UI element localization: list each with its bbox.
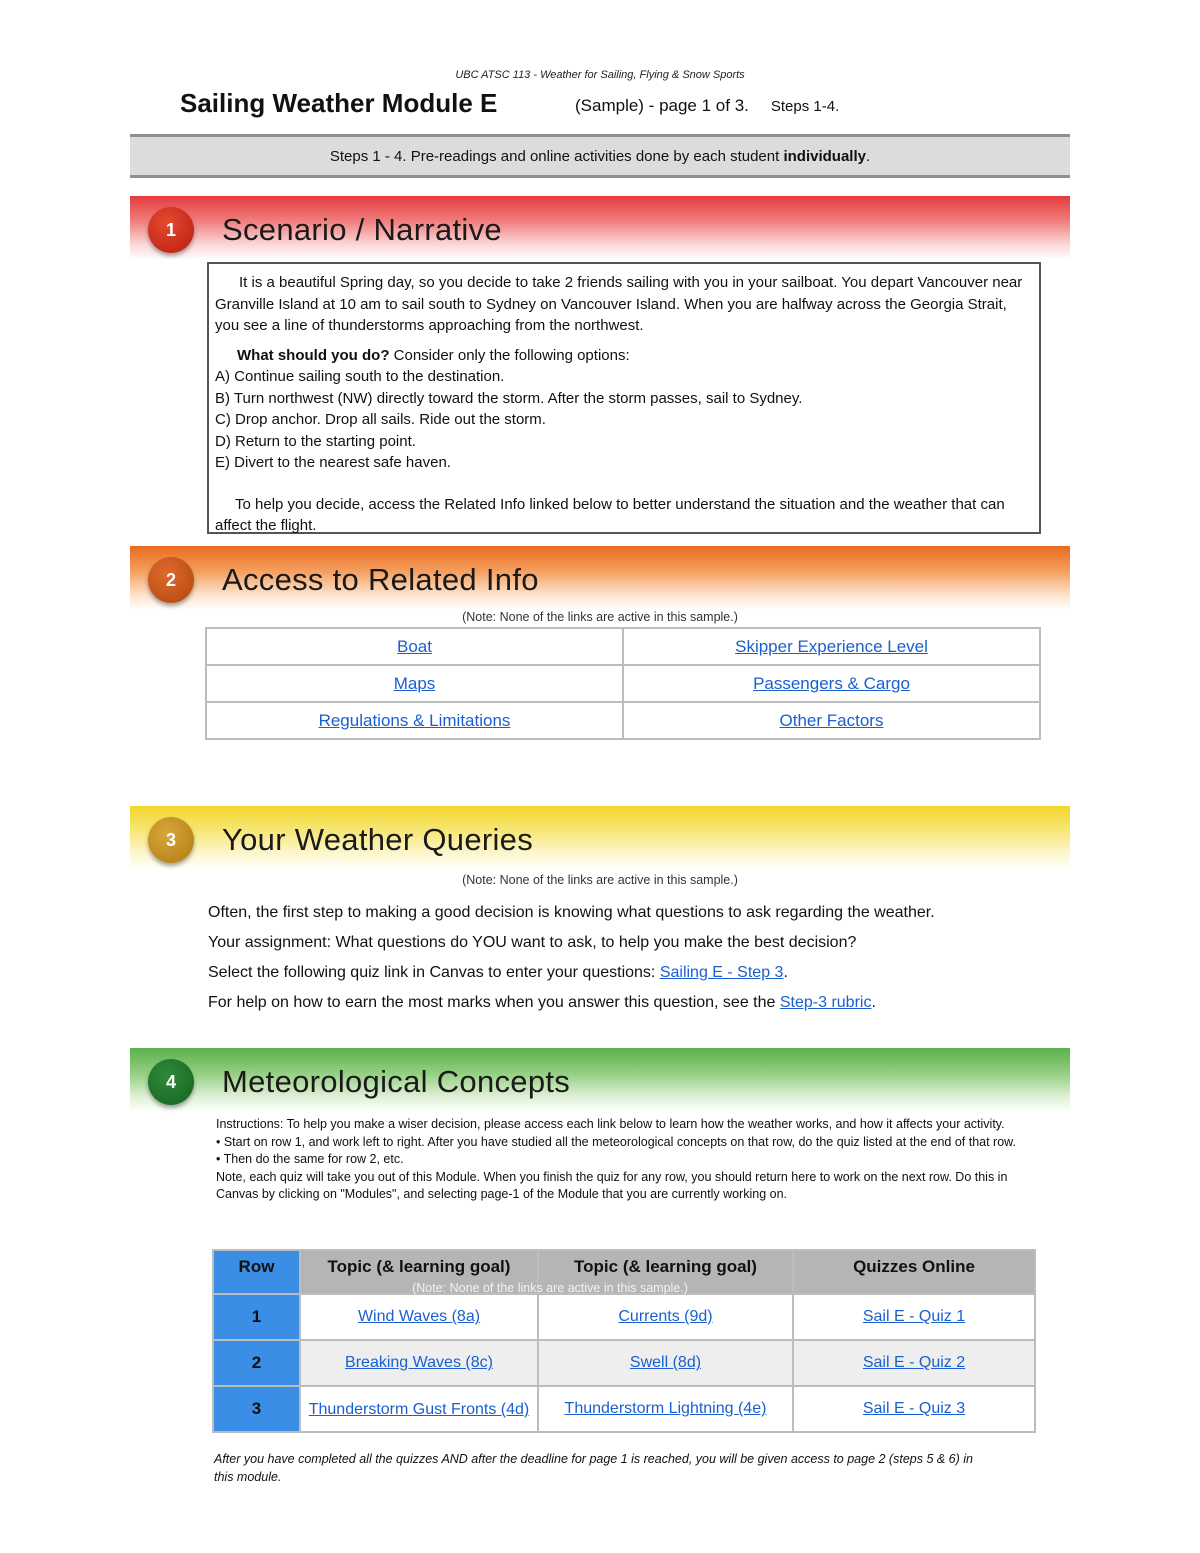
section-1-number-badge: 1 <box>148 207 194 253</box>
related-info-row <box>206 628 1040 665</box>
scenario-question: What should you do? Consider only the following options: <box>237 346 630 364</box>
option-e: E) Divert to the nearest safe haven. <box>215 454 451 471</box>
scenario-closing: To help you decide, access the Related Info linked below to better understand the situation and the weather that can affect the flight. <box>215 495 1005 534</box>
section-2-note: (Note: None of the links are active in this sample.) <box>462 610 738 624</box>
queries-line-2: Your assignment: What questions do YOU want to ask, to help you make the best decision? <box>208 934 857 951</box>
related-info-cell <box>623 628 1040 665</box>
queries-line-4: For help on how to earn the most marks when you answer this question, see the Step-3 rubric. <box>208 994 876 1011</box>
option-c: C) Drop anchor. Drop all sails. Ride out the storm. <box>215 411 546 428</box>
link-currents[interactable]: Currents (9d) <box>618 1308 713 1325</box>
concepts-row <box>213 1294 1035 1340</box>
related-info-cell <box>623 702 1040 739</box>
section-4-number-badge: 4 <box>148 1059 194 1105</box>
steps-banner-text: Steps 1 - 4. Pre-readings and online activities done by each student <box>329 148 784 165</box>
page-subtitle <box>575 96 839 116</box>
topic-cell <box>300 1294 538 1340</box>
scenario-paragraph: It is a beautiful Spring day, so you decide to take 2 friends sailing with you in your sailboat. You depart Vancouver near Granville Island at 10 am to sail south to Sydney on Vancouver Island. When you are halfway across the Georgia Strait, you see a line of thunderstorms approaching from the northwest. <box>215 274 1023 334</box>
link-step-3-rubric[interactable]: Step-3 rubric <box>779 994 872 1011</box>
related-info-row <box>206 665 1040 702</box>
related-info-cell <box>206 702 623 739</box>
column-header-row: Row <box>213 1250 300 1294</box>
link-wind-waves[interactable]: Wind Waves (8a) <box>357 1308 481 1325</box>
quiz-cell <box>793 1294 1035 1340</box>
link-quiz-3[interactable]: Sail E - Quiz 3 <box>862 1400 966 1417</box>
column-header-quizzes: Quizzes Online <box>793 1250 1035 1294</box>
row-number: 3 <box>213 1386 300 1432</box>
related-info-cell <box>206 628 623 665</box>
topic-cell <box>538 1386 793 1432</box>
quiz-cell <box>793 1340 1035 1386</box>
row-number: 1 <box>213 1294 300 1340</box>
link-maps[interactable]: Maps <box>393 673 436 693</box>
page-indicator: (Sample) - page 1 of 3. <box>575 96 749 115</box>
topic-cell <box>538 1294 793 1340</box>
section-4-heading: Meteorological Concepts <box>222 1064 571 1099</box>
option-d: D) Return to the starting point. <box>215 432 416 450</box>
link-thunderstorm-lightning[interactable]: Thunderstorm Lightning (4e) <box>564 1400 767 1417</box>
section-2-heading: Access to Related Info <box>222 562 539 597</box>
instruction-bullet-2: • Then do the same for row 2, etc. <box>216 1152 404 1166</box>
section-3-number-badge: 3 <box>148 817 194 863</box>
link-passengers-cargo[interactable]: Passengers & Cargo <box>753 673 910 693</box>
option-b: B) Turn northwest (NW) directly toward the storm. After the storm passes, sail to Sydney. <box>215 389 803 407</box>
course-title: UBC ATSC 113 - Weather for Sailing, Flying & Snow Sports <box>455 69 745 81</box>
link-quiz-2[interactable]: Sail E - Quiz 2 <box>862 1354 966 1371</box>
related-info-cell <box>206 665 623 702</box>
instructions-text: Instructions: To help you make a wiser decision, please access each link below to learn how the weather works, and how it affects your activity. <box>216 1117 1005 1131</box>
column-header-topic-1: Topic (& learning goal) <box>300 1250 538 1294</box>
row-number: 2 <box>213 1340 300 1386</box>
link-thunderstorm-gust-fronts[interactable]: Thunderstorm Gust Fronts (4d) <box>308 1400 530 1418</box>
topic-cell <box>300 1386 538 1432</box>
concepts-row <box>213 1340 1035 1386</box>
topic-cell <box>300 1340 538 1386</box>
related-info-table <box>205 627 1041 740</box>
section-3-heading: Your Weather Queries <box>222 822 534 857</box>
link-regulations[interactable]: Regulations & Limitations <box>318 710 511 730</box>
quiz-cell <box>793 1386 1035 1432</box>
section-1-heading: Scenario / Narrative <box>222 212 502 247</box>
column-header-topic-2: Topic (& learning goal) <box>538 1250 793 1294</box>
link-swell[interactable]: Swell (8d) <box>629 1354 702 1371</box>
link-other-factors[interactable]: Other Factors <box>779 710 884 730</box>
related-info-row <box>206 702 1040 739</box>
concepts-row <box>213 1386 1035 1432</box>
section-3-note: (Note: None of the links are active in this sample.) <box>462 873 738 887</box>
link-breaking-waves[interactable]: Breaking Waves (8c) <box>345 1354 493 1371</box>
scenario-box <box>207 262 1041 534</box>
concepts-table <box>212 1249 1036 1433</box>
queries-line-3: Select the following quiz link in Canvas to enter your questions: Sailing E - Step 3. <box>208 964 788 981</box>
topic-cell <box>538 1340 793 1386</box>
link-skipper-experience[interactable]: Skipper Experience Level <box>735 636 928 656</box>
page-title: Sailing Weather Module E <box>180 88 498 118</box>
weather-queries-text <box>208 898 935 1018</box>
instructions-note: Note, each quiz will take you out of this Module. When you finish the quiz for any row, you should return here to work on the next row. Do this in Canvas by clicking on "Modules", and selecting page-1 of the Module that you are currently working on. <box>216 1169 1008 1201</box>
link-boat[interactable]: Boat <box>397 636 432 656</box>
steps-banner-end: . <box>865 148 871 165</box>
footer-note: After you have completed all the quizzes AND after the deadline for page 1 is reached, you will be given access to page 2 (steps 5 & 6) in this module. <box>214 1452 973 1484</box>
steps-indicator: Steps 1-4. <box>770 98 840 115</box>
queries-line-1: Often, the first step to making a good decision is knowing what questions to ask regarding the weather. <box>208 904 935 921</box>
steps-banner <box>130 134 1070 178</box>
instruction-bullet-1: • Start on row 1, and work left to right. After you have studied all the meteorological concepts on that row, do the quiz listed at the end of that row. <box>216 1134 1016 1149</box>
link-sailing-e-step-3[interactable]: Sailing E - Step 3 <box>659 964 784 981</box>
steps-banner-bold: individually <box>783 148 866 165</box>
section-2-number-badge: 2 <box>148 557 194 603</box>
instructions-block <box>216 1116 1046 1204</box>
option-a: A) Continue sailing south to the destination. <box>215 368 505 385</box>
link-quiz-1[interactable]: Sail E - Quiz 1 <box>862 1308 966 1325</box>
table-note: (Note: None of the links are active in this sample.) <box>412 1281 688 1295</box>
related-info-cell <box>623 665 1040 702</box>
